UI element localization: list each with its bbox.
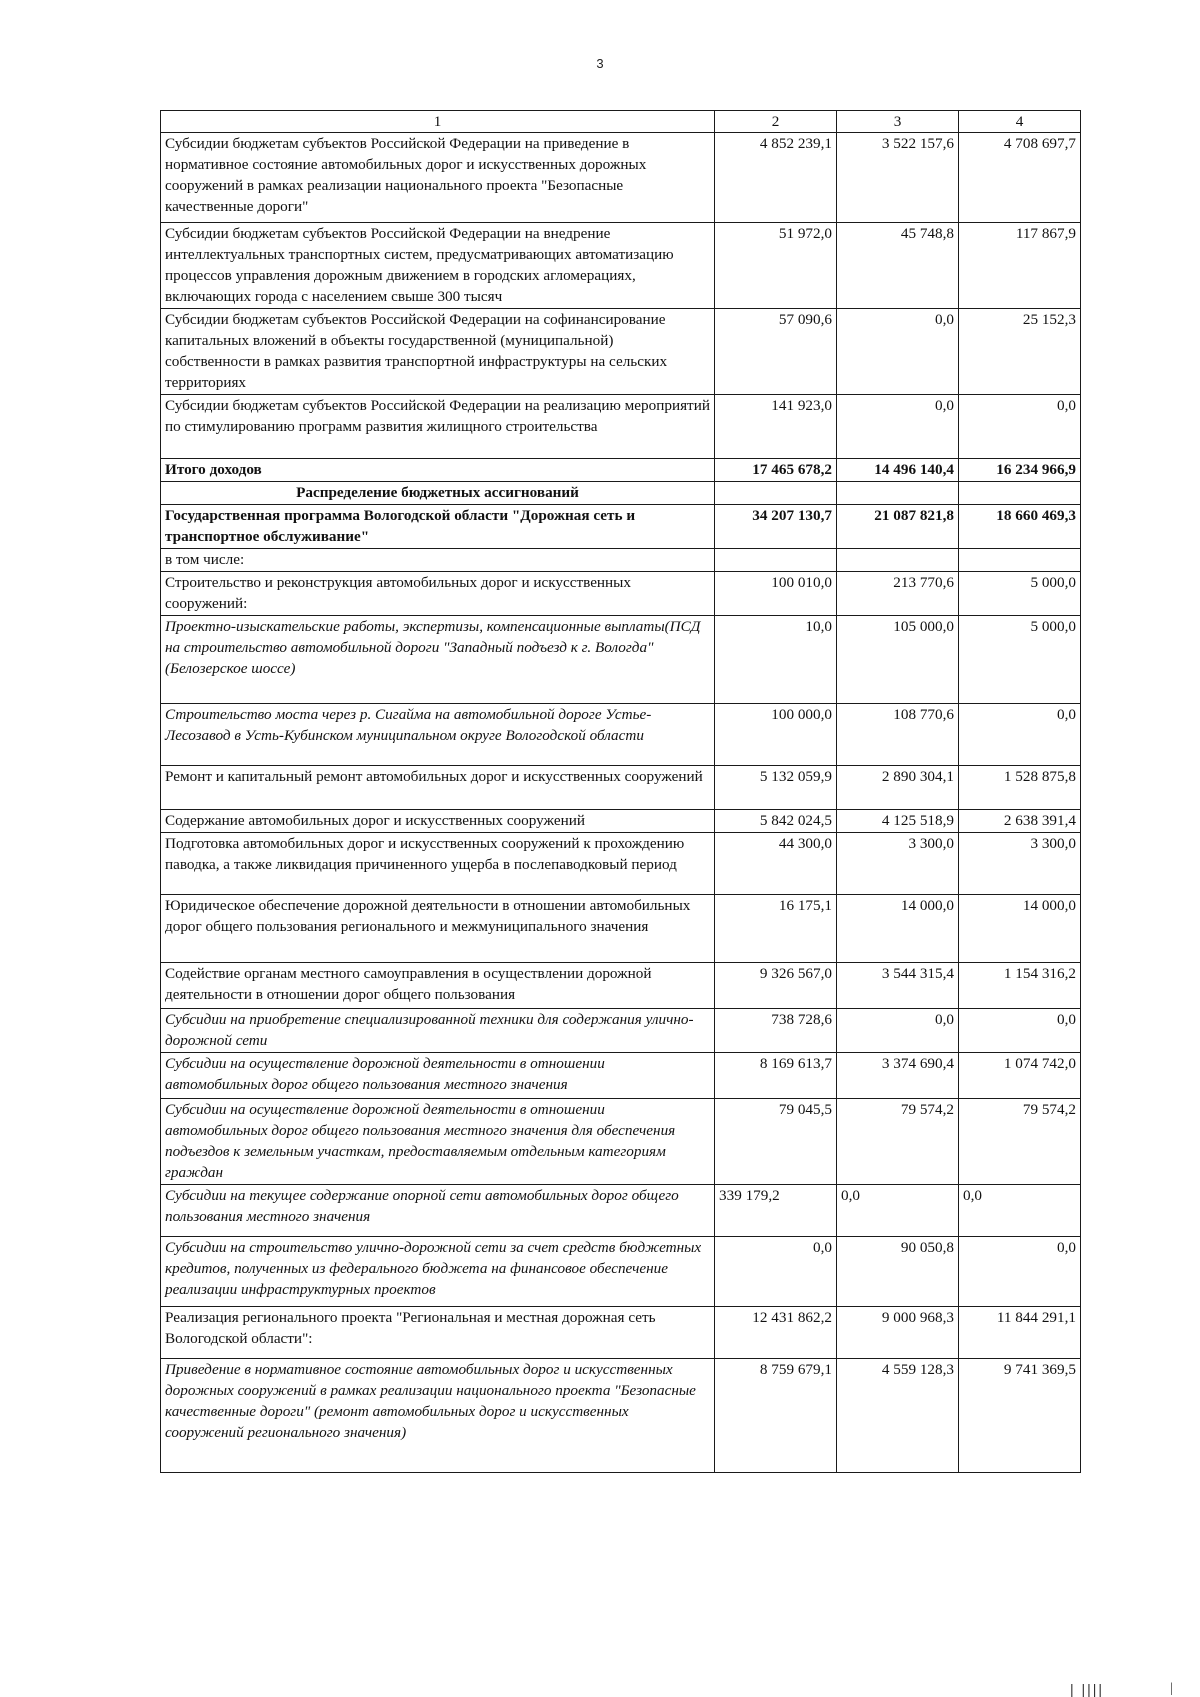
table-row [161,549,1081,572]
table-row [161,1053,1081,1099]
row-description: Юридическое обеспечение дорожной деятельности в отношении автомобильных дорог общего пользования регионального и межмуниципального значения [161,895,715,963]
column-header-4: 4 [959,111,1081,133]
table-row [161,459,1081,482]
value-col-3: 105 000,0 [837,616,959,704]
value-col-4 [959,549,1081,572]
value-col-3: 3 374 690,4 [837,1053,959,1099]
table-row [161,810,1081,833]
value-col-2: 141 923,0 [715,395,837,459]
value-col-4: 1 154 316,2 [959,963,1081,1009]
value-col-3: 2 890 304,1 [837,766,959,810]
value-col-2: 8 759 679,1 [715,1359,837,1473]
column-header-1: 1 [161,111,715,133]
value-col-4: 1 074 742,0 [959,1053,1081,1099]
value-col-3 [837,549,959,572]
value-col-2: 0,0 [715,1237,837,1307]
scan-edge-mark: | [1170,1681,1173,1696]
value-col-2: 51 972,0 [715,223,837,309]
table-row [161,616,1081,704]
row-description: Субсидии бюджетам субъектов Российской Федерации на внедрение интеллектуальных транспортных систем, предусматривающих автоматизацию процессов управления дорожным движением в городских агломерациях, включающих города с населением свыше 300 тысяч [161,223,715,309]
value-col-4: 1 528 875,8 [959,766,1081,810]
value-col-3: 4 559 128,3 [837,1359,959,1473]
value-col-2: 10,0 [715,616,837,704]
row-description: Субсидии на осуществление дорожной деятельности в отношении автомобильных дорог общего пользования местного значения для обеспечения подъездов к земельным участкам, предоставляемым отдельным категориям граждан [161,1099,715,1185]
value-col-2: 9 326 567,0 [715,963,837,1009]
table-row [161,1359,1081,1473]
value-col-4: 0,0 [959,1009,1081,1053]
value-col-3: 3 522 157,6 [837,133,959,223]
value-col-2: 100 010,0 [715,572,837,616]
value-col-3: 108 770,6 [837,704,959,766]
value-col-2: 5 842 024,5 [715,810,837,833]
value-col-4: 25 152,3 [959,309,1081,395]
table-header-row [161,111,1081,133]
row-description: Приведение в нормативное состояние автомобильных дорог и искусственных дорожных сооружений в рамках реализации национального проекта "Безопасные качественные дороги" (ремонт автомобильных дорог и искусственных сооружений регионального значения) [161,1359,715,1473]
value-col-3: 14 496 140,4 [837,459,959,482]
row-description: Государственная программа Вологодской области "Дорожная сеть и транспортное обслуживание" [161,505,715,549]
value-col-3: 79 574,2 [837,1099,959,1185]
row-description: Подготовка автомобильных дорог и искусственных сооружений к прохождению паводка, а также ликвидация причиненного ущерба в послепаводковый период [161,833,715,895]
value-col-4: 4 708 697,7 [959,133,1081,223]
table-row [161,895,1081,963]
value-col-3: 3 300,0 [837,833,959,895]
value-col-3: 0,0 [837,395,959,459]
value-col-2: 79 045,5 [715,1099,837,1185]
value-col-2: 34 207 130,7 [715,505,837,549]
value-col-4: 9 741 369,5 [959,1359,1081,1473]
table-row [161,395,1081,459]
value-col-4: 0,0 [959,1237,1081,1307]
row-description: Субсидии бюджетам субъектов Российской Федерации на приведение в нормативное состояние автомобильных дорог и искусственных дорожных сооружений в рамках реализации национального проекта "Безопасные качественные дороги" [161,133,715,223]
value-col-3: 45 748,8 [837,223,959,309]
table-row [161,309,1081,395]
section-heading: Распределение бюджетных ассигнований [161,482,715,505]
row-description: Субсидии на приобретение специализированной техники для содержания улично-дорожной сети [161,1009,715,1053]
table-row [161,704,1081,766]
row-description: в том числе: [161,549,715,572]
table-row [161,963,1081,1009]
value-col-4: 3 300,0 [959,833,1081,895]
scan-edge-marks: | |||| [1070,1681,1105,1697]
table-row [161,482,1081,505]
column-header-3: 3 [837,111,959,133]
value-col-4: 14 000,0 [959,895,1081,963]
budget-table [160,110,1081,1473]
row-description: Ремонт и капитальный ремонт автомобильных дорог и искусственных сооружений [161,766,715,810]
row-description: Строительство моста через р. Сигайма на автомобильной дороге Устье-Лесозавод в Усть-Кубинском муниципальном округе Вологодской области [161,704,715,766]
table-row [161,1185,1081,1237]
column-header-2: 2 [715,111,837,133]
value-col-3: 0,0 [837,309,959,395]
value-col-4: 0,0 [959,1185,1081,1237]
value-col-4: 5 000,0 [959,572,1081,616]
value-col-2: 5 132 059,9 [715,766,837,810]
value-col-3: 4 125 518,9 [837,810,959,833]
value-col-2: 738 728,6 [715,1009,837,1053]
row-description: Итого доходов [161,459,715,482]
page-number: 3 [596,56,604,71]
row-description: Субсидии бюджетам субъектов Российской Федерации на реализацию мероприятий по стимулированию программ развития жилищного строительства [161,395,715,459]
table-row [161,766,1081,810]
table-row [161,133,1081,223]
value-col-2: 44 300,0 [715,833,837,895]
row-description: Содействие органам местного самоуправления в осуществлении дорожной деятельности в отношении дорог общего пользования [161,963,715,1009]
value-col-4: 5 000,0 [959,616,1081,704]
table-row [161,572,1081,616]
row-description: Содержание автомобильных дорог и искусственных сооружений [161,810,715,833]
row-description: Субсидии на осуществление дорожной деятельности в отношении автомобильных дорог общего пользования местного значения [161,1053,715,1099]
value-col-2 [715,549,837,572]
value-col-3: 0,0 [837,1009,959,1053]
value-col-3: 9 000 968,3 [837,1307,959,1359]
value-col-3: 3 544 315,4 [837,963,959,1009]
value-col-2: 17 465 678,2 [715,459,837,482]
value-col-4: 11 844 291,1 [959,1307,1081,1359]
value-col-4: 0,0 [959,704,1081,766]
value-col-3: 90 050,8 [837,1237,959,1307]
table-row [161,833,1081,895]
table-row [161,223,1081,309]
value-col-2: 339 179,2 [715,1185,837,1237]
value-col-3 [837,482,959,505]
row-description: Реализация регионального проекта "Региональная и местная дорожная сеть Вологодской области": [161,1307,715,1359]
row-description: Субсидии бюджетам субъектов Российской Федерации на софинансирование капитальных вложений в объекты государственной (муниципальной) собственности в рамках развития транспортной инфраструктуры на сельских территориях [161,309,715,395]
value-col-4: 117 867,9 [959,223,1081,309]
value-col-2: 100 000,0 [715,704,837,766]
value-col-3: 14 000,0 [837,895,959,963]
table-row [161,505,1081,549]
table-row [161,1099,1081,1185]
value-col-4: 0,0 [959,395,1081,459]
value-col-4: 2 638 391,4 [959,810,1081,833]
table-row [161,1237,1081,1307]
value-col-2: 4 852 239,1 [715,133,837,223]
value-col-2: 57 090,6 [715,309,837,395]
value-col-3: 213 770,6 [837,572,959,616]
value-col-2: 12 431 862,2 [715,1307,837,1359]
row-description: Проектно-изыскательские работы, экспертизы, компенсационные выплаты(ПСД на строительство автомобильной дороги "Западный подъезд к г. Вологда" (Белозерское шоссе) [161,616,715,704]
value-col-2: 16 175,1 [715,895,837,963]
value-col-4 [959,482,1081,505]
value-col-4: 79 574,2 [959,1099,1081,1185]
value-col-2: 8 169 613,7 [715,1053,837,1099]
value-col-4: 18 660 469,3 [959,505,1081,549]
row-description: Субсидии на строительство улично-дорожной сети за счет средств бюджетных кредитов, полученных из федерального бюджета на финансовое обеспечение реализации инфраструктурных проектов [161,1237,715,1307]
table-row [161,1009,1081,1053]
value-col-3: 21 087 821,8 [837,505,959,549]
row-description: Строительство и реконструкция автомобильных дорог и искусственных сооружений: [161,572,715,616]
table-row [161,1307,1081,1359]
row-description: Субсидии на текущее содержание опорной сети автомобильных дорог общего пользования местного значения [161,1185,715,1237]
value-col-3: 0,0 [837,1185,959,1237]
value-col-2 [715,482,837,505]
value-col-4: 16 234 966,9 [959,459,1081,482]
